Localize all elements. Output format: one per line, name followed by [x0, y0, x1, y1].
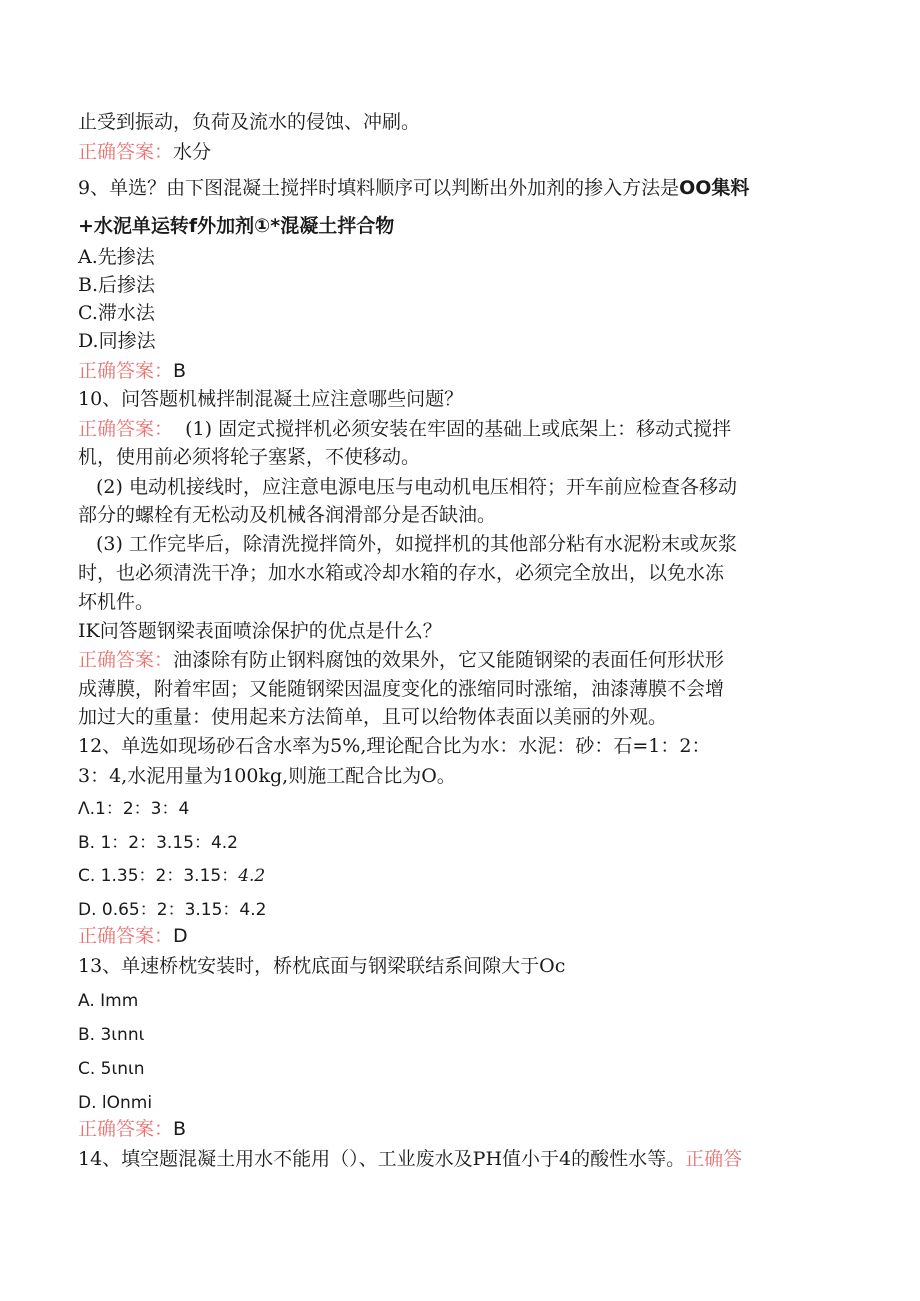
answer-text: (1) 固定式搅拌机必须安装在牢固的基础上或底架上：移动式搅拌 — [185, 418, 732, 440]
answer-text: (3) 工作完毕后，除清洗搅拌筒外，如搅拌机的其他部分粘有水泥粉末或灰浆 — [96, 533, 737, 555]
option-d: D. lOnmi — [78, 1093, 153, 1113]
question-text: 9、单选？由下图混凝土搅拌时填料顺序可以判断出外加剂的掺入方法是 — [78, 177, 680, 199]
answer-line — [78, 922, 188, 950]
answer-line — [78, 646, 724, 674]
question-text: 3：4,水泥用量为100kg,则施工配合比为O。 — [78, 765, 456, 787]
answer-text: 油漆除有防止钢料腐蚀的效果外，它又能随钢梁的表面任何形状形 — [173, 649, 725, 671]
answer-value: D — [173, 925, 188, 947]
answer-line — [78, 138, 211, 166]
answer-label: 正确答 — [685, 1148, 743, 1170]
option-a: A.先掺法 — [78, 246, 155, 268]
answer-label: 正确答案： — [78, 1118, 174, 1140]
answer-text: 加过大的重量：使用起来方法简单，且可以给物体表面以美丽的外观。 — [78, 706, 668, 728]
option-b: B. 1：2：3.15：4.2 — [78, 833, 238, 853]
option-text: C. 1.35：2：3.15： — [78, 866, 239, 886]
question-12: 12、单选如现场砂石含水率为5%,理论配合比为水：水泥：砂：石=1：2： — [78, 735, 711, 757]
question-text: 14、填空题混凝土用水不能用（）、工业废水及PH值小于4的酸性水等。 — [78, 1148, 686, 1170]
question-text: +水泥单运转f外加剂①*混凝土拌合物 — [78, 215, 395, 237]
option-d: D.同掺法 — [78, 330, 156, 352]
answer-text: 时，也必须清洗干净；加水水箱或冷却水箱的存水，必须完全放出，以免水冻 — [78, 562, 725, 584]
answer-text: 部分的螺栓有无松动及机械各润滑部分是否缺油。 — [78, 504, 497, 526]
question-13: 13、单速桥枕安装时，桥枕底面与钢梁联结系间隙大于Oc — [78, 955, 566, 977]
question-11: IK问答题钢梁表面喷涂保护的优点是什么？ — [78, 620, 442, 642]
text-line: 止受到振动，负荷及流水的侵蚀、冲刷。 — [78, 111, 421, 133]
answer-text: 坏机件。 — [78, 591, 155, 613]
answer-label: 正确答案： — [78, 418, 174, 440]
answer-label: 正确答案： — [78, 649, 174, 671]
option-c — [78, 862, 265, 890]
answer-value: B — [173, 1118, 187, 1140]
answer-line — [78, 357, 186, 385]
option-b: B.后掺法 — [78, 274, 156, 296]
answer-label: 正确答案： — [78, 141, 174, 163]
answer-line — [78, 1115, 186, 1143]
option-c: C. 5ιnιn — [78, 1059, 145, 1079]
option-a: A. Imm — [78, 991, 139, 1011]
answer-text: (2) 电动机接线时，应注意电源电压与电动机电压相符；开车前应检查各移动 — [96, 476, 737, 498]
answer-text: 成薄膜，附着牢固；又能随钢梁因温度变化的涨缩同时涨缩，油漆薄膜不会增 — [78, 678, 725, 700]
question-9 — [78, 174, 749, 202]
option-text-tail: 4.2 — [238, 866, 266, 886]
question-14 — [78, 1145, 742, 1173]
option-a: Λ.1：2：3：4 — [78, 799, 190, 819]
option-c: C.滞水法 — [78, 302, 155, 324]
answer-value: 水分 — [173, 141, 212, 163]
question-text-tail: OO集料 — [679, 177, 750, 199]
answer-label: 正确答案： — [78, 360, 174, 382]
answer-line — [78, 415, 731, 443]
question-10: 10、问答题机械拌制混凝土应注意哪些问题？ — [78, 388, 464, 410]
answer-value: B — [173, 360, 187, 382]
answer-text: 机，使用前必须将轮子塞紧，不使移动。 — [78, 446, 421, 468]
option-d: D. 0.65：2：3.15：4.2 — [78, 900, 267, 920]
option-b: B. 3ιnnι — [78, 1025, 145, 1045]
answer-label: 正确答案： — [78, 925, 174, 947]
